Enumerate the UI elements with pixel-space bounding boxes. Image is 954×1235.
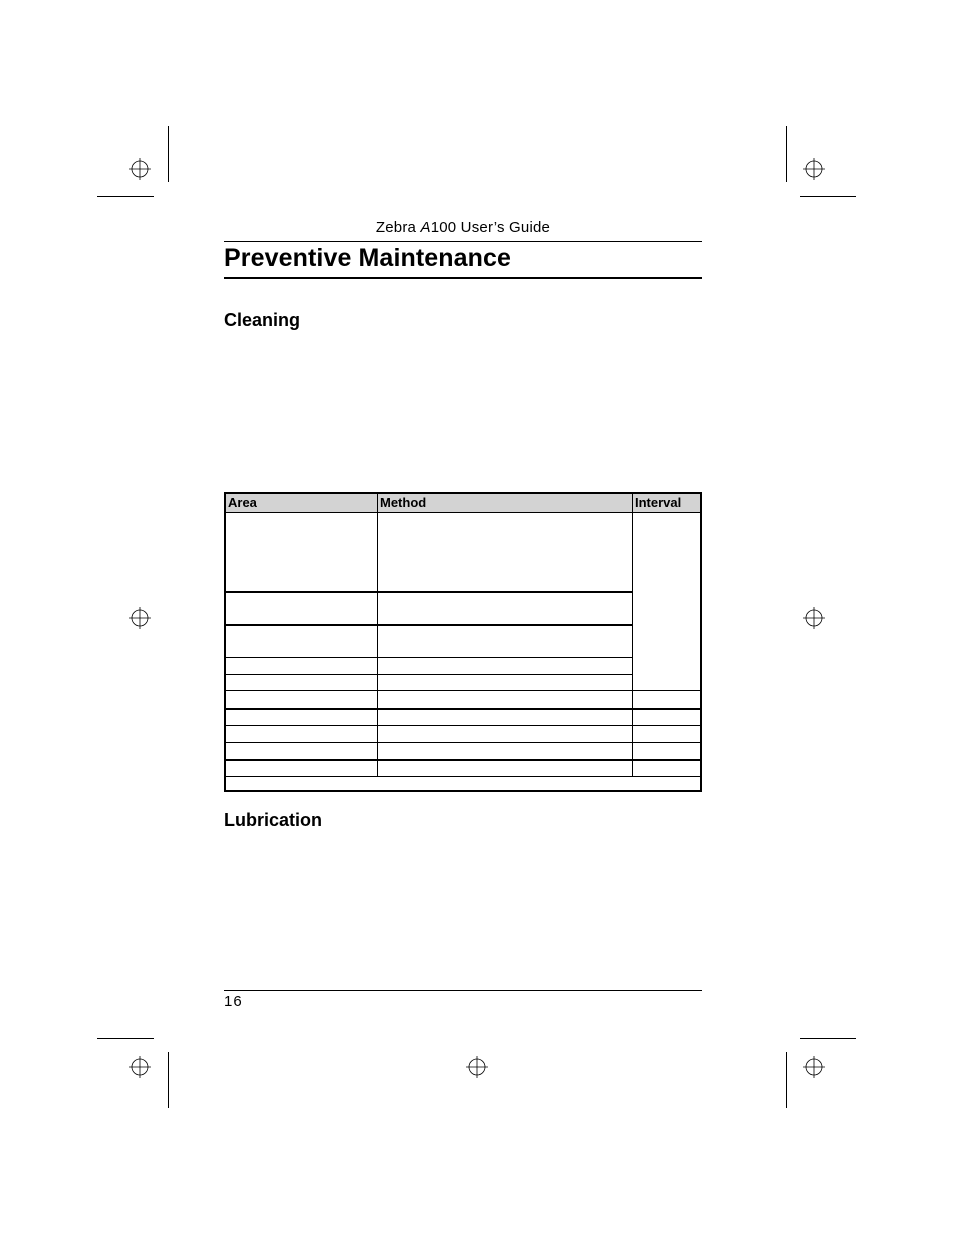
crop-mark bbox=[786, 126, 787, 182]
header-brand: Zebra bbox=[375, 219, 417, 236]
table-row-rule bbox=[226, 690, 700, 691]
crop-mark bbox=[97, 1038, 154, 1039]
section-heading-cleaning: Cleaning bbox=[224, 310, 301, 330]
registration-mark-icon bbox=[129, 1056, 151, 1078]
registration-mark-icon bbox=[803, 1056, 825, 1078]
column-header-interval: Interval bbox=[633, 494, 700, 512]
column-header-method: Method bbox=[378, 494, 632, 512]
table-row-rule bbox=[226, 657, 632, 658]
column-divider bbox=[632, 494, 633, 776]
header-row-rule bbox=[226, 512, 700, 513]
registration-mark-icon bbox=[803, 158, 825, 180]
registration-mark-icon bbox=[129, 158, 151, 180]
page-title: Preventive Maintenance bbox=[224, 244, 512, 272]
page-number: 16 bbox=[224, 993, 243, 1010]
header-model: A bbox=[420, 219, 431, 236]
crop-mark bbox=[800, 1038, 856, 1039]
table-row-rule bbox=[226, 759, 700, 761]
registration-mark-icon bbox=[803, 607, 825, 629]
column-divider bbox=[377, 494, 378, 776]
crop-mark bbox=[800, 196, 856, 197]
table-row-rule bbox=[226, 591, 632, 593]
running-header bbox=[224, 219, 702, 236]
crop-mark bbox=[168, 1052, 169, 1108]
maintenance-table bbox=[224, 492, 702, 792]
section-heading-lubrication: Lubrication bbox=[224, 810, 322, 830]
header-rule bbox=[224, 241, 702, 242]
column-header-area: Area bbox=[226, 494, 377, 512]
table-row-rule bbox=[226, 674, 632, 675]
title-rule bbox=[224, 277, 702, 279]
footer-rule bbox=[224, 990, 702, 991]
crop-mark bbox=[786, 1052, 787, 1108]
crop-mark bbox=[168, 126, 169, 182]
header-title-rest: 100 User’s Guide bbox=[430, 219, 551, 236]
table-row-rule bbox=[226, 708, 700, 710]
table-row-rule bbox=[226, 776, 700, 777]
table-row-rule bbox=[226, 742, 700, 743]
registration-mark-icon bbox=[129, 607, 151, 629]
table-row-rule bbox=[226, 725, 700, 726]
registration-mark-icon bbox=[466, 1056, 488, 1078]
table-row-rule bbox=[226, 624, 632, 626]
crop-mark bbox=[97, 196, 154, 197]
